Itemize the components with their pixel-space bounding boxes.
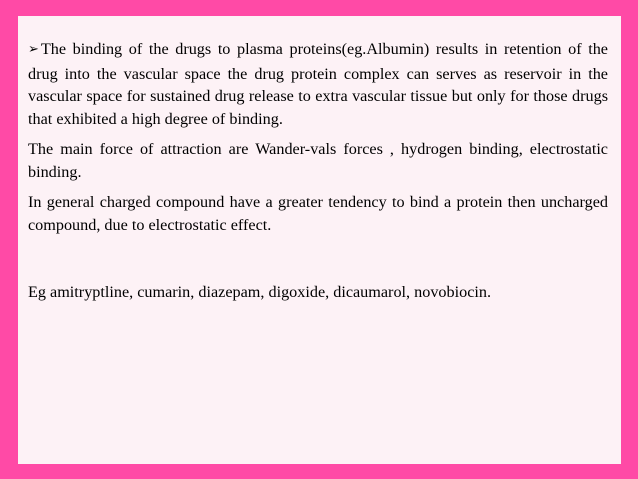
slide-panel (18, 16, 621, 464)
paragraph-examples: Eg amitryptline, cumarin, diazepam, digoxide, dicaumarol, novobiocin. (28, 283, 492, 301)
paragraph-binding-text: The binding of the drugs to plasma proteins(eg.Albumin) results in retention of the drug into the vascular space the drug protein complex can serves as reservoir in the vascular space for sustained drug release to extra vascular tissue but only for those drugs that exhibited a high degree of binding. (28, 40, 608, 128)
spacer (28, 236, 608, 281)
paragraph-charged: In general charged compound have a greater tendency to bind a protein then uncharged compound, due to electrostatic effect. (28, 193, 608, 234)
slide-content (28, 38, 608, 304)
arrow-bullet-icon: ➢ (28, 42, 39, 57)
paragraph-forces: The main force of attraction are Wander-vals forces , hydrogen binding, electrostatic binding. (28, 140, 608, 181)
paragraph-binding (28, 38, 608, 130)
